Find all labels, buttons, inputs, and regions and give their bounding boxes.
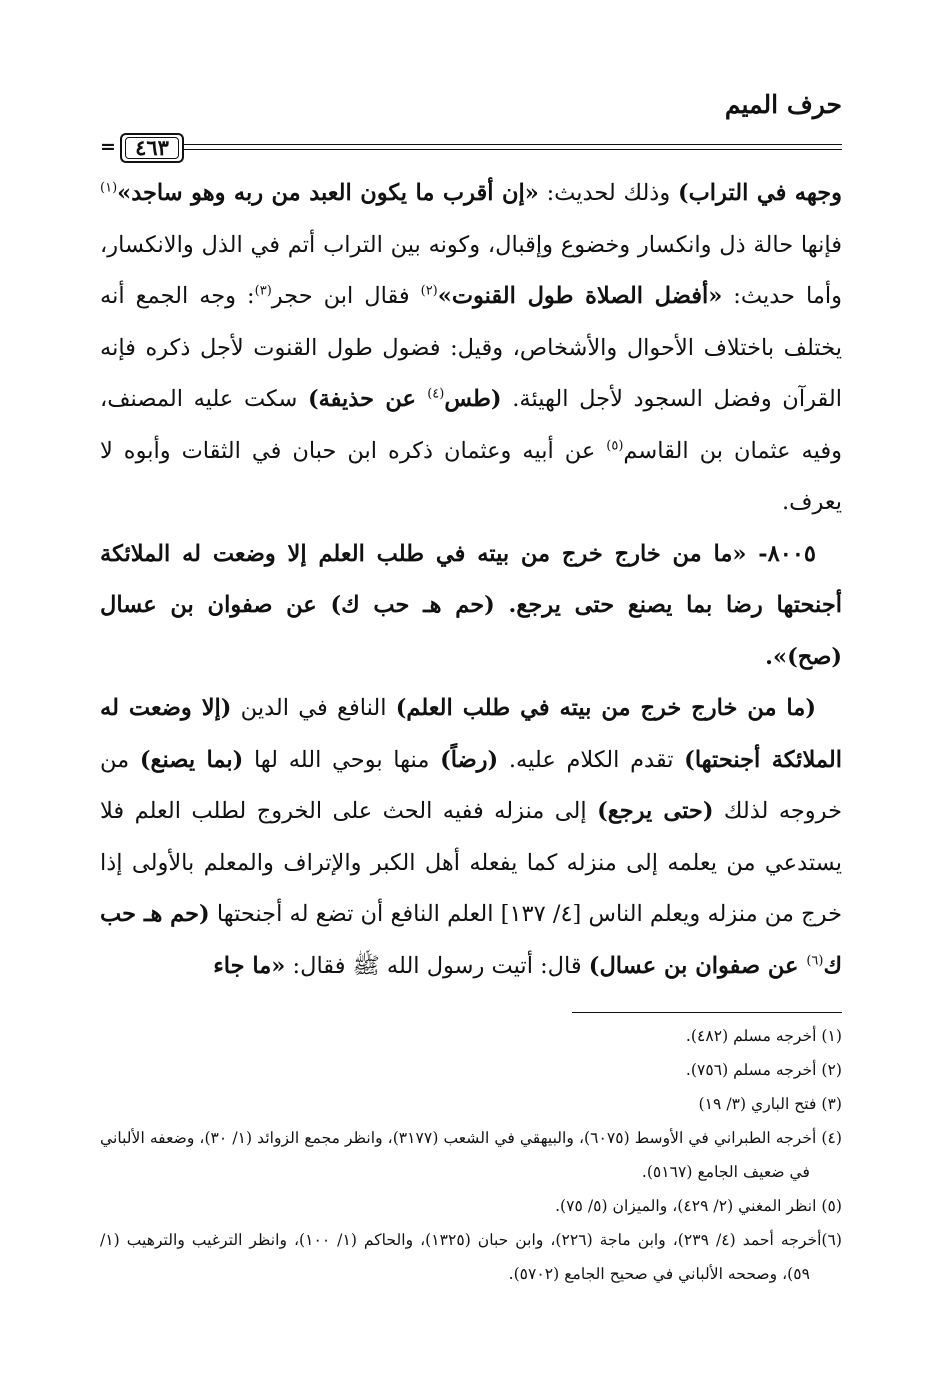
hadith-quote: «إن أقرب ما يكون العبد من ربه وهو ساجد» bbox=[117, 180, 539, 206]
bold-text: عن حذيفة) bbox=[307, 386, 428, 412]
footnote-separator bbox=[572, 1012, 842, 1013]
footnote-ref: (١) bbox=[100, 180, 118, 196]
main-text bbox=[100, 168, 842, 992]
page-number: ٤٦٣ bbox=[120, 133, 184, 163]
text-run: سكت عليه المصنف، وفيه عثمان بن القاسم bbox=[100, 386, 842, 464]
footnotes bbox=[100, 1012, 842, 1291]
text-run: : وجه الجمع أنه يختلف باختلاف الأحوال والأشخاص، وقيل: فضول طول القنوت لأجل ذكره فإنه القرآن وفضل السجود لأجل الهيئة. bbox=[100, 283, 842, 412]
text-run: قال: أتيت رسول الله ﷺ فقال: bbox=[285, 952, 589, 979]
paragraph-1 bbox=[100, 168, 842, 529]
footnote-5: (٥) انظر المغني (٢/ ٤٢٩)، والميزان (٥/ ٧٥). bbox=[555, 1197, 842, 1215]
text-run: عن أبيه وعثمان ذكره ابن حبان في الثقات وأبوه لا يعرف. bbox=[100, 437, 842, 515]
text-run: فإنها حالة ذل وانكسار وخضوع وإقبال، وكونه بين التراب أتم في الذل والانكسار، وأما حديث: bbox=[100, 231, 842, 309]
text-run: من خروجه لذلك bbox=[100, 746, 842, 824]
hadith-quote: «أفضل الصلاة طول القنوت» bbox=[437, 283, 723, 309]
bold-text: (حم هـ حب ك bbox=[100, 901, 842, 979]
footnote-6: (٦)أخرجه أحمد (٤/ ٢٣٩)، وابن ماجة (٢٢٦)، وابن حبان (١٣٢٥)، والحاكم (١/ ١٠٠)، وانظر الترغيب والترهيب (١/ ٥٩)، وصححه الألباني في صحيح الجامع (٥٧٠٢). bbox=[100, 1231, 842, 1283]
footnote-1: (١) أخرجه مسلم (٤٨٢). bbox=[685, 1027, 842, 1045]
header-ornament: = bbox=[100, 136, 116, 158]
text-run: فقال ابن حجر bbox=[271, 283, 421, 309]
page-header bbox=[100, 86, 842, 158]
running-title: حرف الميم bbox=[724, 90, 842, 119]
text-run: وذلك لحديث: bbox=[538, 180, 678, 206]
bold-text: (طس bbox=[444, 386, 502, 412]
footnote-ref: (٥) bbox=[606, 438, 624, 453]
footnote-ref: (٦) bbox=[806, 953, 824, 968]
bold-text: (رضاً) bbox=[440, 746, 499, 773]
footnote-4: (٤) أخرجه الطبراني في الأوسط (٦٠٧٥)، والبيهقي في الشعب (٣١٧٧)، وانظر مجمع الزوائد (١/ ٣٠)، وضعفه الألباني في ضعيف الجامع (٥١٦٧). bbox=[100, 1129, 842, 1181]
bold-text: (إلا وضعت له الملائكة أجنحتها) bbox=[100, 695, 842, 773]
bold-text: (ما من خارج خرج من بيته في طلب العلم) bbox=[395, 695, 816, 721]
header-rule-bottom bbox=[184, 149, 842, 150]
bold-text: (بما يصنع) bbox=[139, 746, 244, 773]
bold-text: عن صفوان بن عسال) bbox=[588, 952, 807, 979]
text-run: النافع في الدين bbox=[231, 695, 396, 721]
bold-text: وجهه في التراب) bbox=[677, 180, 842, 206]
footnote-ref: (٣) bbox=[254, 283, 272, 299]
text-run: منها بوحي الله لها bbox=[243, 746, 441, 773]
footnote-2: (٢) أخرجه مسلم (٧٥٦). bbox=[685, 1061, 842, 1079]
book-page bbox=[100, 86, 842, 1291]
hadith-quote: «ما جاء bbox=[213, 952, 286, 979]
footnote-ref: (٢) bbox=[420, 283, 438, 299]
header-rule-top bbox=[184, 144, 842, 145]
text-run: إلى منزله ففيه الحث على الخروج لطلب العلم فلا يستدعي من يعلمه إلى منزله كما يفعله أهل الكبر والإتراف والمعلم بالأولى إذا خرج من منزله ويعلم الناس [٤/ ١٣٧] العلم النافع أن تضع له أجنحتها bbox=[100, 798, 842, 927]
paragraph-3 bbox=[100, 683, 842, 992]
bold-text: (حتى يرجع) bbox=[597, 798, 714, 824]
footnote-3: (٣) فتح الباري (٣/ ١٩) bbox=[698, 1095, 842, 1113]
footnote-ref: (٤) bbox=[427, 386, 445, 402]
text-run: تقدم الكلام عليه. bbox=[498, 746, 685, 773]
hadith-text: ٨٠٠٥- «ما من خارج خرج من بيته في طلب العلم إلا وضعت له الملائكة أجنحتها رضا بما يصنع حتى يرجع. (حم هـ حب ك) عن صفوان بن عسال (صح)». bbox=[100, 540, 842, 670]
hadith-entry-8005 bbox=[100, 529, 842, 684]
